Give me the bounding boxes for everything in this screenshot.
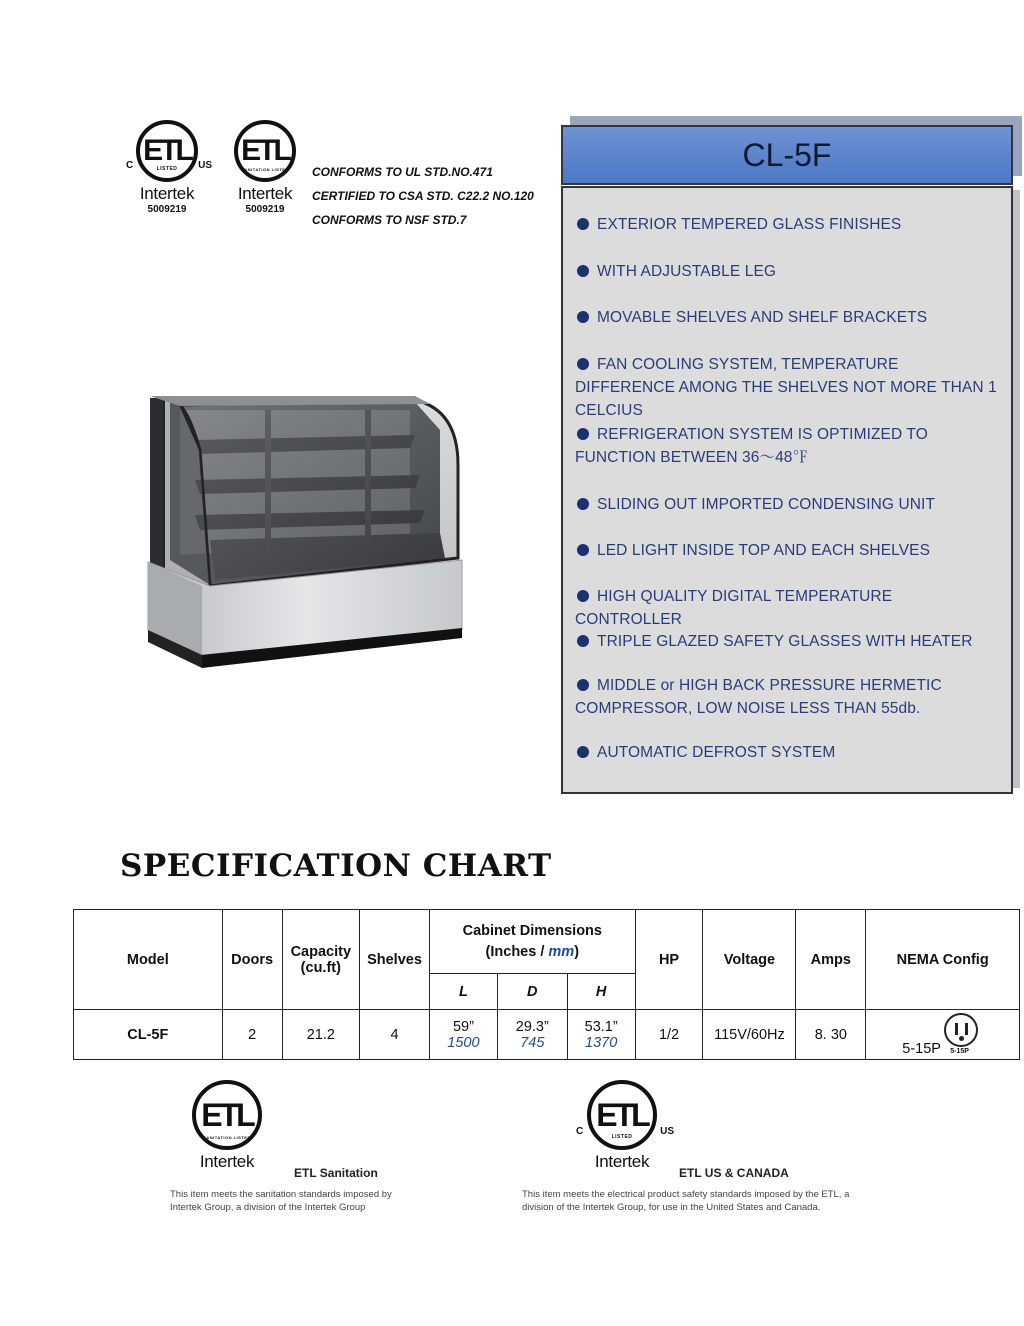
etl-sanitation-note: This item meets the sanitation standards imposed by Intertek Group, a division of the Intertek Group (170, 1189, 392, 1213)
conforms-line: CONFORMS TO UL STD.NO.471 (312, 165, 493, 179)
cell-height: 53.1” 1370 (567, 1010, 635, 1060)
bullet-icon (577, 311, 589, 323)
col-header-capacity: Capacity (cu.ft) (282, 910, 359, 1010)
feature-item: REFRIGERATION SYSTEM IS OPTIMIZED TO FUNCTION BETWEEN 36～48℉ (575, 426, 928, 466)
etl-mark-icon: ETL LISTED (136, 120, 198, 182)
bullet-icon (577, 428, 589, 440)
dims-unit-mm: mm (548, 943, 575, 960)
dims-label: Cabinet Dimensions (462, 922, 602, 939)
etl-sanitation-bottom-logo (184, 1080, 270, 1172)
etl-band-text: SANITATION LISTED (203, 1135, 251, 1140)
conforms-line: CONFORMS TO NSF STD.7 (312, 213, 467, 227)
bullet-icon (577, 265, 589, 277)
col-header-dimensions (429, 910, 635, 974)
etl-us-canada-bottom-logo (574, 1080, 674, 1172)
col-header-doors: Doors (222, 910, 282, 1010)
col-header-height: H (567, 974, 635, 1010)
etl-mark-icon: ETL LISTED (587, 1080, 657, 1150)
bullet-icon (577, 679, 589, 691)
cell-hp: 1/2 (635, 1010, 703, 1060)
etl-band-text: SANITATION LISTED (241, 167, 289, 172)
bullet-icon (577, 498, 589, 510)
etl-us-canada-note: This item meets the electrical product safety standards imposed by the ETL, a division of the Intertek Group, for use in the United States and Canada. (522, 1189, 850, 1213)
bullet-icon (577, 635, 589, 647)
feature-item: SLIDING OUT IMPORTED CONDENSING UNIT (575, 493, 1000, 516)
col-header-amps: Amps (796, 910, 866, 1010)
table-row (74, 1010, 1020, 1060)
etl-band-text: LISTED (611, 1134, 633, 1140)
cell-depth: 29.3” 745 (497, 1010, 567, 1060)
table-header-row (74, 910, 1020, 974)
model-title: CL-5F (742, 136, 832, 173)
cell-capacity: 21.2 (282, 1010, 359, 1060)
col-header-length: L (429, 974, 497, 1010)
bullet-icon (577, 590, 589, 602)
etl-sanitation-logo (222, 120, 308, 215)
intertek-brand: Intertek (199, 1152, 255, 1171)
cell-shelves: 4 (360, 1010, 430, 1060)
cell-doors: 2 (222, 1010, 282, 1060)
bullet-icon (577, 358, 589, 370)
dims-units: (Inches / mm) (485, 943, 580, 960)
feature-item: MOVABLE SHELVES AND SHELF BRACKETS (575, 306, 1000, 329)
col-header-model: Model (74, 910, 223, 1010)
model-title-box (561, 125, 1013, 185)
spec-chart-title: SPECIFICATION CHART (120, 848, 552, 884)
feature-item: WITH ADJUSTABLE LEG (575, 260, 1000, 283)
feature-item: HIGH QUALITY DIGITAL TEMPERATURE CONTROLLER (575, 588, 893, 628)
feature-item: EXTERIOR TEMPERED GLASS FINISHES (575, 213, 1000, 236)
bullet-icon (577, 544, 589, 556)
spec-table (73, 909, 1020, 1060)
plug-5-15p-icon (944, 1013, 978, 1047)
col-header-nema: NEMA Config (866, 910, 1020, 1010)
col-header-shelves: Shelves (360, 910, 430, 1010)
us-mark: US (660, 1126, 674, 1137)
length-mm: 1500 (447, 1034, 480, 1051)
col-header-depth: D (497, 974, 567, 1010)
intertek-brand: Intertek (139, 184, 195, 203)
intertek-brand: Intertek (594, 1152, 650, 1171)
etl-mark-icon: ETL SANITATION LISTED (192, 1080, 262, 1150)
bullet-icon (577, 746, 589, 758)
display-case-image (140, 390, 480, 690)
feature-item: AUTOMATIC DEFROST SYSTEM (575, 741, 1000, 764)
cert-number: 5009219 (245, 204, 285, 215)
cell-length: 59” 1500 (429, 1010, 497, 1060)
cert-number: 5009219 (147, 204, 187, 215)
feature-item: LED LIGHT INSIDE TOP AND EACH SHELVES (575, 539, 1000, 562)
conformity-statements (312, 160, 534, 232)
cell-model: CL-5F (74, 1010, 223, 1060)
us-mark: US (198, 160, 212, 171)
col-header-voltage: Voltage (703, 910, 796, 1010)
etl-band-text: LISTED (156, 166, 178, 172)
canada-mark: C (576, 1126, 584, 1137)
bullet-icon (577, 218, 589, 230)
conforms-line: CERTIFIED TO CSA STD. C22.2 NO.120 (312, 189, 534, 203)
depth-mm: 745 (520, 1034, 545, 1051)
etl-mark-icon: ETL SANITATION LISTED (234, 120, 296, 182)
etl-listed-logo (124, 120, 210, 215)
plug-label: 5-15P (950, 1048, 969, 1055)
etl-us-canada-label: ETL US & CANADA (679, 1166, 789, 1180)
feature-item: MIDDLE or HIGH BACK PRESSURE HERMETIC COMPRESSOR, LOW NOISE LESS THAN 55db. (575, 677, 942, 717)
cell-amps: 8. 30 (796, 1010, 866, 1060)
cell-voltage: 115V/60Hz (703, 1010, 796, 1060)
cell-nema (866, 1010, 1020, 1060)
canada-mark: C (126, 160, 134, 171)
nema-value: 5-15P (902, 1041, 941, 1057)
intertek-brand: Intertek (237, 184, 293, 203)
etl-sanitation-label: ETL Sanitation (294, 1166, 378, 1180)
features-panel (561, 186, 1013, 794)
feature-item: FAN COOLING SYSTEM, TEMPERATURE DIFFERENCE AMONG THE SHELVES NOT MORE THAN 1 CELCIUS (575, 356, 997, 419)
col-header-hp: HP (635, 910, 703, 1010)
feature-item: TRIPLE GLAZED SAFETY GLASSES WITH HEATER (575, 630, 1000, 653)
height-mm: 1370 (585, 1034, 618, 1051)
